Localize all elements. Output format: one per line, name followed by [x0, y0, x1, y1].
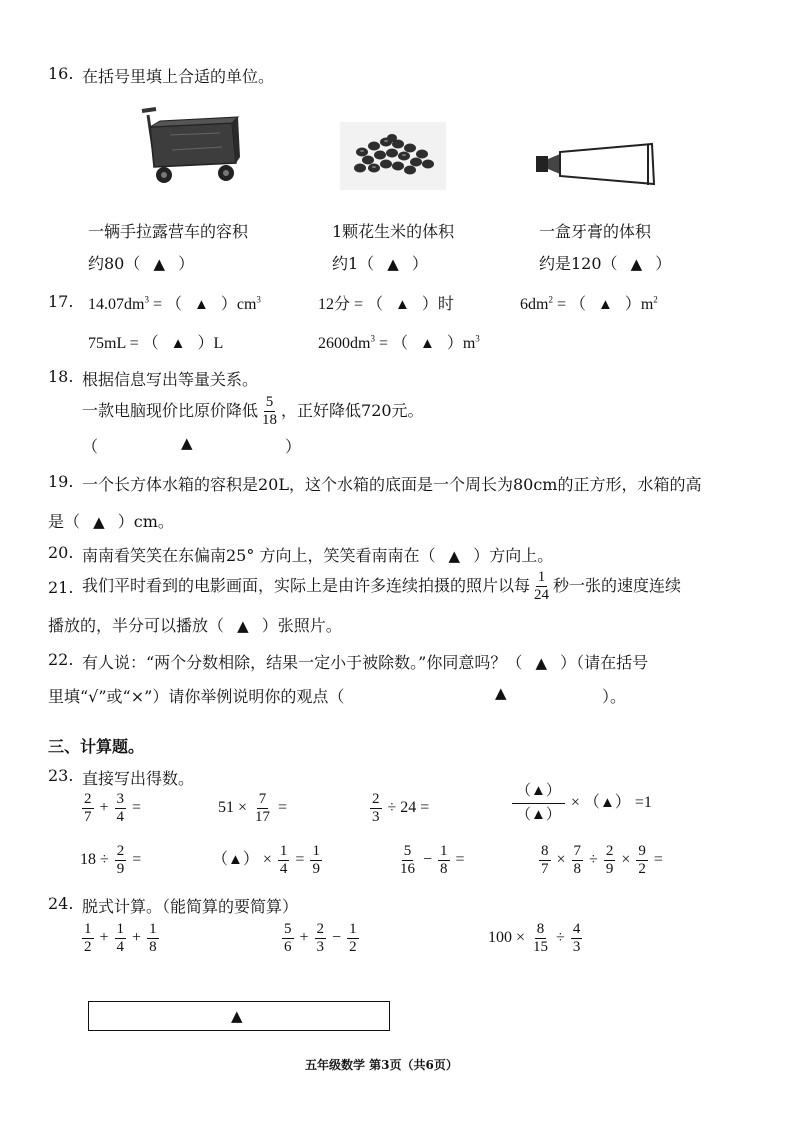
- q17-item4: [88, 330, 223, 353]
- q19-line2-b: ）cm。: [117, 512, 174, 531]
- answer-marker: ▲: [228, 852, 243, 869]
- close-paren: ）: [614, 794, 631, 812]
- q17-item1-sup2: 3: [256, 294, 261, 305]
- q17-item5-sup2: 3: [475, 333, 480, 344]
- fraction: [531, 922, 550, 955]
- numerator: 2: [84, 791, 92, 807]
- q17-item5: [318, 330, 480, 353]
- q21-line1-b: 秒一张的速度连续: [553, 576, 682, 595]
- op: =: [132, 851, 142, 869]
- q17-item3: [520, 291, 658, 314]
- answer-marker: ▲: [387, 255, 399, 273]
- q23-expr-3: [368, 792, 429, 825]
- denominator: 18: [262, 412, 278, 428]
- answer-marker: ▲: [599, 795, 615, 812]
- q18-number: 18.: [48, 367, 74, 386]
- op: ÷: [556, 929, 565, 947]
- op: ÷: [387, 799, 397, 817]
- q20-text-a: 南南看笑笑在东偏南25° 方向上，笑笑看南南在（: [82, 546, 436, 565]
- op: =: [132, 799, 142, 817]
- denominator: 24: [534, 587, 550, 603]
- denominator: [512, 804, 565, 823]
- denominator: 9: [312, 861, 320, 877]
- q23-expr-7: [396, 844, 465, 877]
- q23-number: 23.: [48, 766, 74, 785]
- numerator: 2: [316, 921, 325, 937]
- numerator: 5: [403, 843, 412, 859]
- q22-line2-b: ）。: [602, 687, 627, 706]
- answer-marker: ▲: [181, 434, 193, 452]
- q17-item1-mid: = （: [148, 296, 182, 313]
- fraction: [147, 922, 159, 955]
- op: +: [99, 929, 109, 947]
- q19-line2: [48, 509, 174, 532]
- q21-line2-a: 播放的，半分可以播放（: [48, 616, 225, 635]
- op: ×: [238, 799, 248, 817]
- fraction: [370, 792, 382, 825]
- q16-item2-line1: 1颗花生米的体积: [332, 222, 455, 241]
- peanuts-image: [340, 122, 446, 190]
- q17-item3-left: 6dm: [520, 296, 549, 313]
- q18-statement-a: 一款电脑现价比原价降低: [82, 401, 259, 420]
- denominator: 9: [605, 861, 614, 877]
- op: ×: [570, 794, 580, 812]
- fraction: [604, 844, 616, 877]
- numerator: 8: [536, 921, 545, 937]
- q16-item1-close: ）: [178, 254, 195, 273]
- numerator: 2: [605, 843, 614, 859]
- q22-number: 22.: [48, 650, 74, 669]
- answer-marker: ▲: [495, 684, 507, 702]
- denominator: 7: [84, 809, 92, 825]
- number: 51: [218, 799, 234, 817]
- numerator: 2: [372, 791, 380, 807]
- open-paren: （: [516, 807, 532, 823]
- q16-item3-line1: 一盒牙膏的体积: [539, 222, 652, 241]
- numerator: 2: [116, 843, 125, 859]
- q16-item3-line2: [539, 251, 671, 274]
- q23-expr-6: [212, 844, 324, 877]
- denominator: 15: [533, 939, 549, 955]
- q17-item3-sup2: 2: [653, 294, 658, 305]
- numerator: 1: [149, 921, 157, 937]
- toothpaste-image: [536, 142, 658, 187]
- denominator: 8: [573, 861, 582, 877]
- op: ÷: [589, 851, 598, 869]
- numerator: 8: [541, 843, 549, 859]
- numerator: 1: [279, 843, 288, 859]
- q16-item3-prefix: 约是120（: [539, 254, 618, 273]
- q17-item5-close: ）m: [446, 335, 476, 352]
- close-paren: ）: [242, 851, 259, 869]
- q17-item5-left: 2600dm: [318, 335, 371, 352]
- denominator: 3: [372, 809, 380, 825]
- answer-marker: ▲: [237, 617, 249, 635]
- numerator: 1: [440, 843, 448, 859]
- op: ×: [556, 851, 566, 869]
- number: 24: [400, 799, 417, 817]
- q17-item2-left: 12分 = （: [318, 296, 384, 313]
- answer-marker: ▲: [448, 547, 461, 565]
- numerator: 9: [638, 843, 646, 859]
- answer-box[interactable]: [88, 1001, 390, 1031]
- op: ×: [621, 851, 631, 869]
- q16-item2-close: ）: [411, 254, 428, 273]
- denominator: 2: [638, 861, 646, 877]
- number: 100: [488, 929, 512, 947]
- fraction: [398, 844, 417, 877]
- q20-text-b: ）方向上。: [473, 546, 554, 565]
- denominator: 4: [116, 939, 125, 955]
- q17-item3-mid: = （: [552, 296, 586, 313]
- denominator: 16: [400, 861, 415, 877]
- answer-marker: ▲: [93, 513, 105, 531]
- q16-item2-line2: [332, 251, 428, 274]
- answer-marker: ▲: [535, 654, 548, 672]
- q17-item1-left: 14.07dm: [88, 296, 145, 313]
- denominator: 17: [255, 809, 271, 825]
- q22-line1-b: ）（请在括号: [560, 653, 649, 672]
- q19-line1: 一个长方体水箱的容积是20L，这个水箱的底面是一个周长为80cm的正方形，水箱的高: [82, 475, 702, 494]
- camping-wagon-image: [130, 105, 242, 190]
- fraction: [282, 922, 294, 955]
- denominator: 3: [572, 939, 581, 955]
- numerator: 1: [312, 843, 320, 859]
- denominator: 6: [284, 939, 292, 955]
- fraction: [438, 844, 450, 877]
- answer-marker: ▲: [193, 297, 209, 313]
- fraction: [253, 792, 272, 825]
- q16-item1-line2: [88, 251, 194, 274]
- fraction: [310, 844, 322, 877]
- op: −: [332, 929, 342, 947]
- op: ×: [262, 851, 272, 869]
- denominator: 2: [84, 939, 92, 955]
- numerator: [512, 784, 565, 804]
- q17-item5-sup1: 3: [370, 333, 375, 344]
- answer-marker: ▲: [630, 255, 643, 273]
- q21-line1-a: 我们平时看到的电影画面，实际上是由许多连续拍摄的照片以每: [82, 576, 531, 595]
- op: ×: [516, 929, 526, 947]
- answer-marker: ▲: [419, 336, 435, 352]
- q16-item1-prefix: 约80（: [88, 254, 141, 273]
- op: +: [99, 799, 109, 817]
- fraction: [572, 844, 584, 877]
- denominator: 3: [316, 939, 325, 955]
- q21-line2-b: ）张照片。: [261, 616, 342, 635]
- close-paren: ）: [545, 807, 561, 823]
- q23-expr-2: [218, 792, 287, 825]
- q16-item1-line1: 一辆手拉露营车的容积: [88, 222, 249, 241]
- q19-number: 19.: [48, 472, 74, 491]
- numerator: 5: [284, 921, 292, 937]
- numerator: 4: [572, 921, 581, 937]
- q17-item1: [88, 291, 261, 314]
- fraction: [82, 922, 94, 955]
- fraction: [115, 844, 127, 877]
- op: ÷: [100, 851, 109, 869]
- q23-expr-8: [537, 844, 663, 877]
- fraction: [539, 844, 551, 877]
- op: =: [278, 799, 288, 817]
- op: =: [634, 794, 644, 812]
- q23-expr-5: [80, 844, 141, 877]
- denominator: 9: [116, 861, 125, 877]
- denominator: 8: [149, 939, 157, 955]
- numerator: 3: [116, 791, 125, 807]
- q24-expr-1: [80, 922, 161, 955]
- q22-line2-a: 里填“√”或“×”）请你举例说明你的观点（: [48, 687, 345, 706]
- section-title-calc: 三、计算题。: [48, 737, 145, 756]
- numerator: 1: [537, 569, 546, 585]
- denominator: 7: [541, 861, 549, 877]
- fraction: [115, 792, 127, 825]
- numerator: 7: [258, 791, 267, 807]
- q16-text: 在括号里填上合适的单位。: [82, 67, 275, 86]
- q16-item3-close: ）: [655, 254, 672, 273]
- q17-item1-sup1: 3: [144, 294, 149, 305]
- q20-text: [82, 543, 553, 566]
- op: +: [299, 929, 309, 947]
- fraction: [278, 844, 290, 877]
- q21-number: 21.: [48, 578, 74, 597]
- q18-open-paren: （: [82, 437, 99, 456]
- numerator: 1: [116, 921, 125, 937]
- q24-text: 脱式计算。（能简算的要简算）: [82, 897, 299, 916]
- q23-expr-4: [510, 784, 652, 823]
- open-paren: （: [516, 783, 532, 799]
- numerator: 1: [84, 921, 92, 937]
- denominator: 8: [440, 861, 448, 877]
- q16-number: 16.: [48, 64, 74, 83]
- q24-expr-3: [488, 922, 584, 955]
- fraction: [315, 922, 327, 955]
- fraction: [636, 844, 648, 877]
- numerator: 5: [265, 394, 274, 410]
- q17-item2-close: ）时: [421, 296, 454, 313]
- number: 18: [80, 851, 96, 869]
- fraction: [115, 922, 127, 955]
- q23-expr-1: [80, 792, 141, 825]
- answer-marker: ▲: [531, 807, 546, 823]
- denominator: 4: [279, 861, 288, 877]
- q17-item4-close: ）L: [197, 335, 224, 352]
- q16-item2-prefix: 约1（: [332, 254, 375, 273]
- q19-line2-a: 是（: [48, 512, 81, 531]
- numerator: 1: [349, 921, 357, 937]
- q24-number: 24.: [48, 894, 74, 913]
- op: −: [423, 851, 433, 869]
- q17-item5-mid: = （: [374, 335, 408, 352]
- q24-expr-2: [280, 922, 361, 955]
- q23-text: 直接写出得数。: [82, 769, 195, 788]
- op: =: [455, 851, 465, 869]
- answer-marker: ▲: [395, 297, 410, 313]
- fraction: [347, 922, 359, 955]
- q17-item3-sup1: 2: [548, 294, 553, 305]
- page-footer: 五年级数学 第3页（共6页）: [305, 1058, 458, 1072]
- fraction: [512, 784, 565, 823]
- op: =: [653, 851, 663, 869]
- numerator: 7: [573, 843, 582, 859]
- op: =: [295, 851, 305, 869]
- q17-item4-left: 75mL = （: [88, 335, 159, 352]
- answer-marker: ▲: [153, 255, 166, 273]
- fraction: [571, 922, 583, 955]
- q22-line1-a: 有人说：“两个分数相除，结果一定小于被除数。”你同意吗？（: [82, 653, 523, 672]
- q18-statement: [82, 395, 424, 428]
- open-paren: （: [583, 794, 600, 812]
- close-paren: ）: [545, 783, 561, 799]
- q20-number: 20.: [48, 543, 74, 562]
- q18-text: 根据信息写出等量关系。: [82, 370, 259, 389]
- fraction: [532, 570, 551, 603]
- q17-item2: [318, 291, 454, 314]
- fraction: [260, 395, 279, 428]
- q21-line1: [82, 570, 681, 603]
- answer-marker: ▲: [170, 336, 186, 352]
- q21-line2: [48, 613, 342, 636]
- q17-number: 17.: [48, 292, 74, 311]
- q18-close-paren: ）: [285, 437, 302, 456]
- op: +: [132, 929, 142, 947]
- answer-marker: ▲: [531, 783, 546, 799]
- answer-marker: ▲: [231, 1007, 243, 1025]
- denominator: 2: [349, 939, 357, 955]
- q22-line1: [82, 650, 648, 673]
- number: 1: [643, 794, 652, 812]
- q17-item1-close: ）cm: [220, 296, 257, 313]
- answer-marker: ▲: [597, 297, 613, 313]
- open-paren: （: [212, 851, 229, 869]
- q18-statement-b: ，正好降低720元。: [281, 401, 424, 420]
- q17-item3-close: ）m: [624, 296, 654, 313]
- op: =: [420, 799, 430, 817]
- denominator: 4: [116, 809, 125, 825]
- fraction: [82, 792, 94, 825]
